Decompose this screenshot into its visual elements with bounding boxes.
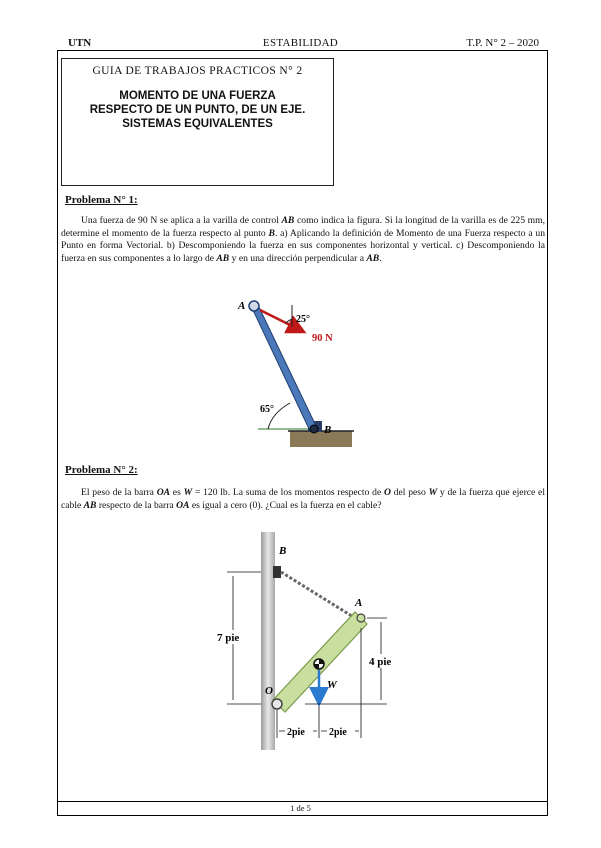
label-angle-65: 65° <box>260 404 274 415</box>
topic-line-2: RESPECTO DE UN PUNTO, DE UN EJE. <box>89 104 306 116</box>
label-dim-4: 4 pie <box>369 656 392 668</box>
problem-1-figure <box>230 295 360 455</box>
pin-b <box>310 425 318 433</box>
label-o: O <box>265 685 273 697</box>
topic-line-1: MOMENTO DE UNA FUERZA <box>119 90 276 102</box>
left-border <box>57 50 58 815</box>
pin-a <box>357 614 365 622</box>
label-w: W <box>327 679 337 691</box>
problem-2-title: Problema N° 2: <box>65 464 138 476</box>
label-b: B <box>324 424 332 436</box>
topic-line-3: SISTEMAS EQUIVALENTES <box>122 118 273 130</box>
label-force: 90 N <box>312 333 333 344</box>
footer-rule <box>57 801 548 802</box>
angle-arc-top <box>286 319 292 323</box>
pin-o <box>272 699 282 709</box>
problem-2-text: El peso de la barra OA es W = 120 lb. La suma de los momentos respecto de O del peso W y de la fuerza que ejerce el cable AB respecto de la barra OA es igual a cero (0). ¿Cual es la fuerza en el cable? <box>61 487 545 511</box>
title-box <box>61 58 334 186</box>
problem-1-text: Una fuerza de 90 N se aplica a la varilla de control AB como indica la figura. Si la longitud de la varilla es de 225 mm, determine el momento de la fuerza respecto al punto B. a) Aplicando la definición de Momento de una Fuerza respecto a un Punto en forma Vectorial. b) Descomponiendo la fuerza en sus componentes horizontal y vertical. c) Descomponiendo la fuerza en sus componentes a lo largo de AB y en una dirección perpendicular a AB. <box>61 215 545 264</box>
label-a: A <box>355 597 363 609</box>
topic-title <box>62 89 333 131</box>
bracket-b <box>273 566 281 578</box>
label-dim-2a: 2pie <box>287 727 305 738</box>
ground-block <box>290 431 352 447</box>
header-subject: ESTABILIDAD <box>262 37 339 49</box>
header-tp-number: T.P. N° 2 – 2020 <box>466 37 539 49</box>
label-a: A <box>238 300 246 312</box>
header-institution: UTN <box>68 37 92 49</box>
problem-2-figure <box>205 528 420 753</box>
guide-title: GUIA DE TRABAJOS PRACTICOS N° 2 <box>92 65 303 77</box>
page-number: 1 de 5 <box>290 803 311 813</box>
label-dim-7: 7 pie <box>217 632 240 644</box>
footer-bottom-rule <box>57 815 548 816</box>
wall <box>261 532 275 750</box>
label-b: B <box>279 545 287 557</box>
pin-a <box>249 301 259 311</box>
label-angle-25: 25° <box>296 314 310 325</box>
right-border <box>547 50 548 815</box>
header-rule <box>57 50 548 51</box>
cable-ab <box>281 572 355 618</box>
label-dim-2b: 2pie <box>329 727 347 738</box>
problem-1-title: Problema N° 1: <box>65 194 138 206</box>
